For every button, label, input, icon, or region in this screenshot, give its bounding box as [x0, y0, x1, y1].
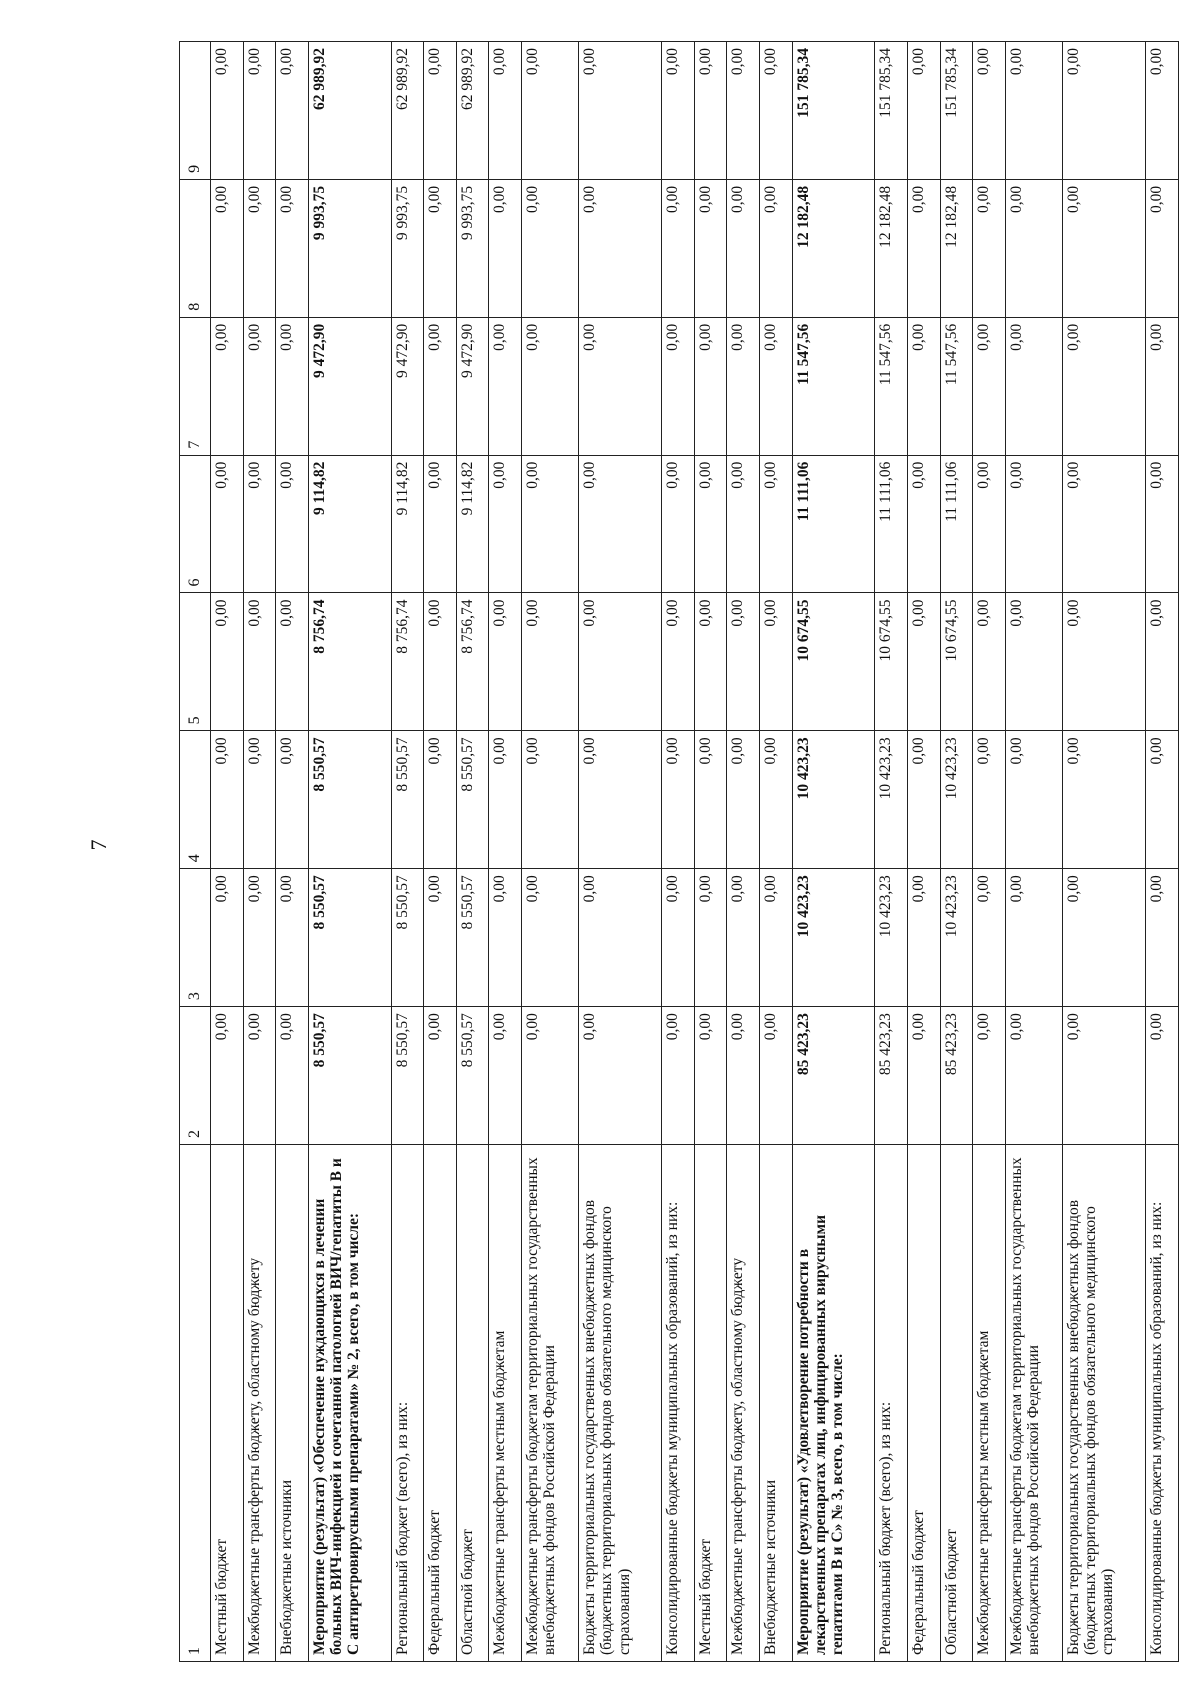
cell-col-4: 10 423,23 — [875, 731, 908, 869]
row-label: Бюджеты территориальных государственных внебюджетных фондов (бюджетных территориальных фондов обязательного медицинского страхования) — [1063, 1145, 1146, 1662]
cell-col-5: 0,00 — [579, 593, 662, 731]
cell-col-2: 85 423,23 — [792, 1007, 875, 1145]
cell-col-3: 0,00 — [211, 869, 244, 1007]
cell-col-5: 0,00 — [424, 593, 457, 731]
cell-col-7: 0,00 — [211, 317, 244, 455]
row-label: Федеральный бюджет — [907, 1145, 940, 1662]
table-header — [180, 42, 211, 1662]
header-row — [180, 42, 211, 1662]
cell-col-8: 0,00 — [521, 179, 579, 317]
cell-col-9: 0,00 — [424, 42, 457, 180]
cell-col-3: 10 423,23 — [875, 869, 908, 1007]
cell-col-4: 0,00 — [907, 731, 940, 869]
cell-col-5: 10 674,55 — [875, 593, 908, 731]
table-row — [694, 42, 727, 1662]
cell-col-7: 0,00 — [907, 317, 940, 455]
cell-col-6: 0,00 — [662, 455, 695, 593]
cell-col-4: 0,00 — [521, 731, 579, 869]
cell-col-9: 0,00 — [276, 42, 309, 180]
cell-col-7: 9 472,90 — [308, 317, 391, 455]
row-label: Региональный бюджет (всего), из них: — [391, 1145, 424, 1662]
cell-col-5: 0,00 — [489, 593, 522, 731]
cell-col-4: 0,00 — [276, 731, 309, 869]
cell-col-5: 8 756,74 — [308, 593, 391, 731]
cell-col-7: 11 547,56 — [940, 317, 973, 455]
cell-col-6: 0,00 — [907, 455, 940, 593]
cell-col-9: 151 785,34 — [875, 42, 908, 180]
cell-col-5: 0,00 — [211, 593, 244, 731]
table-row — [308, 42, 391, 1662]
header-col-2: 2 — [180, 1007, 211, 1145]
table-row — [489, 42, 522, 1662]
cell-col-2: 0,00 — [489, 1007, 522, 1145]
cell-col-6: 0,00 — [276, 455, 309, 593]
cell-col-8: 0,00 — [662, 179, 695, 317]
table-row — [456, 42, 489, 1662]
cell-col-7: 0,00 — [1005, 317, 1063, 455]
cell-col-8: 9 993,75 — [391, 179, 424, 317]
row-label: Межбюджетные трансферты бюджетам территориальных государственных внебюджетных фондов Российской Федерации — [521, 1145, 579, 1662]
cell-col-3: 0,00 — [727, 869, 760, 1007]
cell-col-3: 0,00 — [759, 869, 792, 1007]
cell-col-6: 11 111,06 — [875, 455, 908, 593]
header-col-6: 6 — [180, 455, 211, 593]
cell-col-9: 0,00 — [727, 42, 760, 180]
row-label: Областной бюджет — [456, 1145, 489, 1662]
cell-col-9: 0,00 — [1005, 42, 1063, 180]
cell-col-3: 0,00 — [276, 869, 309, 1007]
row-label: Региональный бюджет (всего), из них: — [875, 1145, 908, 1662]
cell-col-5: 0,00 — [727, 593, 760, 731]
cell-col-2: 0,00 — [211, 1007, 244, 1145]
cell-col-8: 12 182,48 — [792, 179, 875, 317]
table-row — [1005, 42, 1063, 1662]
cell-col-7: 0,00 — [694, 317, 727, 455]
row-label: Межбюджетные трансферты бюджету, областному бюджету — [243, 1145, 276, 1662]
row-label: Местный бюджет — [211, 1145, 244, 1662]
cell-col-6: 0,00 — [1063, 455, 1146, 593]
cell-col-4: 0,00 — [759, 731, 792, 869]
table-row — [276, 42, 309, 1662]
cell-col-9: 151 785,34 — [792, 42, 875, 180]
page-number: 7 — [86, 839, 111, 851]
cell-col-8: 0,00 — [1005, 179, 1063, 317]
cell-col-9: 0,00 — [579, 42, 662, 180]
cell-col-5: 0,00 — [759, 593, 792, 731]
row-label: Федеральный бюджет — [424, 1145, 457, 1662]
cell-col-5: 0,00 — [521, 593, 579, 731]
cell-col-6: 0,00 — [759, 455, 792, 593]
cell-col-3: 10 423,23 — [940, 869, 973, 1007]
cell-col-7: 0,00 — [489, 317, 522, 455]
cell-col-5: 8 756,74 — [391, 593, 424, 731]
cell-col-5: 10 674,55 — [940, 593, 973, 731]
cell-col-2: 85 423,23 — [940, 1007, 973, 1145]
cell-col-5: 0,00 — [243, 593, 276, 731]
cell-col-2: 0,00 — [424, 1007, 457, 1145]
row-label: Межбюджетные трансферты местным бюджетам — [973, 1145, 1006, 1662]
cell-col-2: 0,00 — [1063, 1007, 1146, 1145]
header-col-5: 5 — [180, 593, 211, 731]
cell-col-9: 62 989,92 — [391, 42, 424, 180]
cell-col-3: 0,00 — [424, 869, 457, 1007]
cell-col-2: 0,00 — [662, 1007, 695, 1145]
cell-col-3: 8 550,57 — [308, 869, 391, 1007]
cell-col-7: 0,00 — [759, 317, 792, 455]
cell-col-9: 0,00 — [489, 42, 522, 180]
row-label: Консолидированные бюджеты муниципальных образований, из них: — [1146, 1145, 1179, 1662]
cell-col-6: 0,00 — [211, 455, 244, 593]
cell-col-2: 85 423,23 — [875, 1007, 908, 1145]
budget-table — [179, 41, 1179, 1662]
cell-col-9: 0,00 — [694, 42, 727, 180]
cell-col-2: 0,00 — [973, 1007, 1006, 1145]
cell-col-4: 8 550,57 — [456, 731, 489, 869]
row-label: Мероприятие (результат) «Обеспечение нуждающихся в лечении больных ВИЧ-инфекцией и сочетанной патологией ВИЧ/гепатиты В и С антиретровирусными препаратами» № 2, всего, в том числе: — [308, 1145, 391, 1662]
cell-col-6: 0,00 — [694, 455, 727, 593]
cell-col-2: 0,00 — [243, 1007, 276, 1145]
cell-col-3: 0,00 — [1146, 869, 1179, 1007]
cell-col-2: 8 550,57 — [456, 1007, 489, 1145]
cell-col-4: 0,00 — [662, 731, 695, 869]
cell-col-3: 0,00 — [694, 869, 727, 1007]
table-row — [1063, 42, 1146, 1662]
table-row — [211, 42, 244, 1662]
cell-col-3: 0,00 — [1005, 869, 1063, 1007]
cell-col-6: 0,00 — [579, 455, 662, 593]
cell-col-7: 0,00 — [1146, 317, 1179, 455]
cell-col-4: 8 550,57 — [308, 731, 391, 869]
cell-col-2: 0,00 — [1146, 1007, 1179, 1145]
cell-col-3: 0,00 — [907, 869, 940, 1007]
cell-col-7: 0,00 — [243, 317, 276, 455]
cell-col-9: 0,00 — [211, 42, 244, 180]
cell-col-2: 8 550,57 — [308, 1007, 391, 1145]
cell-col-8: 0,00 — [489, 179, 522, 317]
cell-col-9: 0,00 — [521, 42, 579, 180]
cell-col-9: 151 785,34 — [940, 42, 973, 180]
cell-col-7: 9 472,90 — [456, 317, 489, 455]
cell-col-8: 0,00 — [211, 179, 244, 317]
table-row — [521, 42, 579, 1662]
cell-col-5: 8 756,74 — [456, 593, 489, 731]
cell-col-3: 0,00 — [579, 869, 662, 1007]
table-row — [424, 42, 457, 1662]
cell-col-6: 9 114,82 — [391, 455, 424, 593]
cell-col-8: 0,00 — [1063, 179, 1146, 317]
cell-col-7: 0,00 — [579, 317, 662, 455]
cell-col-4: 0,00 — [727, 731, 760, 869]
cell-col-8: 12 182,48 — [940, 179, 973, 317]
cell-col-5: 0,00 — [662, 593, 695, 731]
row-label: Местный бюджет — [694, 1145, 727, 1662]
cell-col-4: 0,00 — [579, 731, 662, 869]
cell-col-5: 0,00 — [276, 593, 309, 731]
cell-col-6: 11 111,06 — [940, 455, 973, 593]
cell-col-4: 0,00 — [694, 731, 727, 869]
cell-col-2: 0,00 — [759, 1007, 792, 1145]
cell-col-6: 0,00 — [973, 455, 1006, 593]
cell-col-8: 0,00 — [424, 179, 457, 317]
cell-col-3: 8 550,57 — [391, 869, 424, 1007]
cell-col-6: 0,00 — [727, 455, 760, 593]
cell-col-7: 11 547,56 — [792, 317, 875, 455]
header-col-9: 9 — [180, 42, 211, 180]
cell-col-9: 0,00 — [759, 42, 792, 180]
table-body — [211, 42, 1179, 1662]
cell-col-4: 0,00 — [211, 731, 244, 869]
row-label: Мероприятие (результат) «Удовлетворение потребности в лекарственных препаратах лиц, инфицированных вирусными гепатитами В и С» № 3, всего, в том числе: — [792, 1145, 875, 1662]
cell-col-2: 0,00 — [276, 1007, 309, 1145]
row-label: Межбюджетные трансферты бюджетам территориальных государственных внебюджетных фондов Российской Федерации — [1005, 1145, 1063, 1662]
cell-col-3: 0,00 — [521, 869, 579, 1007]
cell-col-8: 0,00 — [1146, 179, 1179, 317]
table-row — [391, 42, 424, 1662]
cell-col-4: 0,00 — [489, 731, 522, 869]
cell-col-8: 9 993,75 — [456, 179, 489, 317]
cell-col-3: 10 423,23 — [792, 869, 875, 1007]
cell-col-9: 0,00 — [907, 42, 940, 180]
cell-col-7: 0,00 — [1063, 317, 1146, 455]
cell-col-3: 8 550,57 — [456, 869, 489, 1007]
cell-col-9: 62 989,92 — [456, 42, 489, 180]
cell-col-2: 0,00 — [727, 1007, 760, 1145]
row-label: Областной бюджет — [940, 1145, 973, 1662]
cell-col-9: 0,00 — [1063, 42, 1146, 180]
cell-col-3: 0,00 — [973, 869, 1006, 1007]
cell-col-5: 0,00 — [1146, 593, 1179, 731]
cell-col-9: 0,00 — [662, 42, 695, 180]
cell-col-8: 9 993,75 — [308, 179, 391, 317]
cell-col-7: 9 472,90 — [391, 317, 424, 455]
cell-col-8: 0,00 — [579, 179, 662, 317]
cell-col-9: 0,00 — [973, 42, 1006, 180]
cell-col-5: 0,00 — [1005, 593, 1063, 731]
header-col-1: 1 — [180, 1145, 211, 1662]
row-label: Межбюджетные трансферты бюджету, областному бюджету — [727, 1145, 760, 1662]
cell-col-4: 0,00 — [424, 731, 457, 869]
cell-col-3: 0,00 — [489, 869, 522, 1007]
cell-col-3: 0,00 — [1063, 869, 1146, 1007]
cell-col-8: 0,00 — [759, 179, 792, 317]
table-row — [940, 42, 973, 1662]
cell-col-5: 0,00 — [1063, 593, 1146, 731]
row-label: Консолидированные бюджеты муниципальных образований, из них: — [662, 1145, 695, 1662]
cell-col-6: 9 114,82 — [456, 455, 489, 593]
cell-col-8: 0,00 — [276, 179, 309, 317]
cell-col-5: 0,00 — [973, 593, 1006, 731]
cell-col-4: 0,00 — [243, 731, 276, 869]
cell-col-6: 0,00 — [424, 455, 457, 593]
budget-table-rotated — [179, 42, 1179, 1662]
cell-col-2: 0,00 — [521, 1007, 579, 1145]
row-label: Внебюджетные источники — [276, 1145, 309, 1662]
cell-col-8: 0,00 — [973, 179, 1006, 317]
table-row — [875, 42, 908, 1662]
cell-col-4: 0,00 — [973, 731, 1006, 869]
cell-col-6: 9 114,82 — [308, 455, 391, 593]
table-row — [759, 42, 792, 1662]
cell-col-7: 0,00 — [276, 317, 309, 455]
table-row — [662, 42, 695, 1662]
cell-col-7: 0,00 — [424, 317, 457, 455]
cell-col-2: 8 550,57 — [391, 1007, 424, 1145]
table-row — [727, 42, 760, 1662]
header-col-3: 3 — [180, 869, 211, 1007]
cell-col-3: 0,00 — [662, 869, 695, 1007]
cell-col-7: 0,00 — [662, 317, 695, 455]
cell-col-7: 0,00 — [521, 317, 579, 455]
header-col-4: 4 — [180, 731, 211, 869]
cell-col-4: 0,00 — [1005, 731, 1063, 869]
cell-col-8: 0,00 — [907, 179, 940, 317]
cell-col-4: 8 550,57 — [391, 731, 424, 869]
table-row — [579, 42, 662, 1662]
cell-col-8: 12 182,48 — [875, 179, 908, 317]
header-col-8: 8 — [180, 179, 211, 317]
cell-col-4: 0,00 — [1146, 731, 1179, 869]
cell-col-9: 0,00 — [243, 42, 276, 180]
cell-col-8: 0,00 — [727, 179, 760, 317]
table-row — [792, 42, 875, 1662]
cell-col-5: 0,00 — [907, 593, 940, 731]
cell-col-6: 11 111,06 — [792, 455, 875, 593]
cell-col-2: 0,00 — [694, 1007, 727, 1145]
cell-col-8: 0,00 — [243, 179, 276, 317]
cell-col-6: 0,00 — [489, 455, 522, 593]
row-label: Внебюджетные источники — [759, 1145, 792, 1662]
cell-col-4: 0,00 — [1063, 731, 1146, 869]
row-label: Бюджеты территориальных государственных внебюджетных фондов (бюджетных территориальных фондов обязательного медицинского страхования) — [579, 1145, 662, 1662]
header-col-7: 7 — [180, 317, 211, 455]
cell-col-7: 0,00 — [727, 317, 760, 455]
cell-col-9: 62 989,92 — [308, 42, 391, 180]
cell-col-4: 10 423,23 — [792, 731, 875, 869]
cell-col-8: 0,00 — [694, 179, 727, 317]
cell-col-9: 0,00 — [1146, 42, 1179, 180]
cell-col-5: 0,00 — [694, 593, 727, 731]
cell-col-2: 0,00 — [579, 1007, 662, 1145]
cell-col-3: 0,00 — [243, 869, 276, 1007]
cell-col-2: 0,00 — [907, 1007, 940, 1145]
cell-col-7: 11 547,56 — [875, 317, 908, 455]
cell-col-4: 10 423,23 — [940, 731, 973, 869]
cell-col-7: 0,00 — [973, 317, 1006, 455]
cell-col-6: 0,00 — [1146, 455, 1179, 593]
table-row — [907, 42, 940, 1662]
cell-col-6: 0,00 — [1005, 455, 1063, 593]
cell-col-5: 10 674,55 — [792, 593, 875, 731]
table-row — [1146, 42, 1179, 1662]
cell-col-6: 0,00 — [243, 455, 276, 593]
cell-col-6: 0,00 — [521, 455, 579, 593]
row-label: Межбюджетные трансферты местным бюджетам — [489, 1145, 522, 1662]
table-row — [243, 42, 276, 1662]
cell-col-2: 0,00 — [1005, 1007, 1063, 1145]
table-row — [973, 42, 1006, 1662]
